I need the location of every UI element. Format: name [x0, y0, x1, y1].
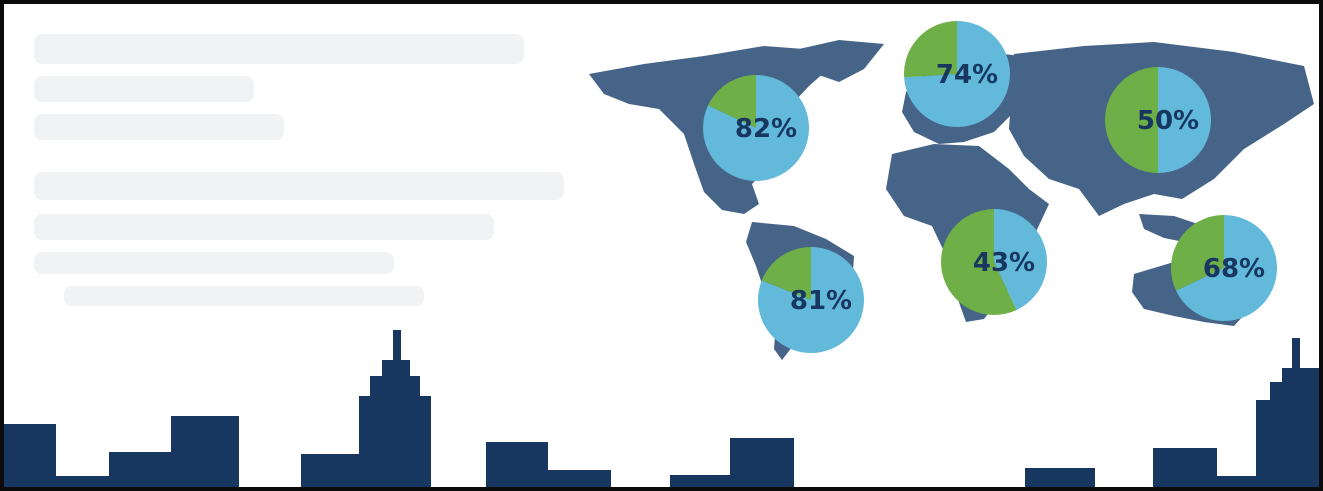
city-skyline [4, 330, 1319, 487]
pie-chart-europe [904, 21, 1010, 127]
pie-value-label: 43% [972, 248, 1036, 278]
skyline-building [301, 454, 361, 487]
faded-text-block [34, 214, 494, 240]
skyline-building [670, 475, 732, 487]
skyline-building [1292, 338, 1300, 370]
skyline-building [1153, 448, 1217, 487]
skyline-building [56, 476, 111, 487]
skyline-building [359, 396, 431, 487]
pie-value-label: 74% [935, 60, 999, 90]
pie-chart-africa [941, 209, 1047, 315]
skyline-building [393, 330, 401, 362]
pie-chart-south-america [758, 247, 864, 353]
pie-value-label: 81% [789, 286, 853, 316]
faded-text-placeholder [34, 34, 564, 306]
skyline-building [1256, 400, 1319, 487]
skyline-building [109, 452, 174, 487]
faded-text-block [34, 172, 564, 200]
skyline-building [1270, 382, 1319, 402]
skyline-building [730, 438, 794, 487]
pie-value-label: 82% [734, 114, 798, 144]
skyline-building [370, 376, 420, 396]
world-map-pie-infographic [4, 4, 1319, 487]
skyline-building [171, 416, 239, 487]
skyline-building [1214, 476, 1259, 487]
pie-value-label: 50% [1136, 106, 1200, 136]
skyline-building [1282, 368, 1319, 384]
faded-text-block [34, 76, 254, 102]
pie-chart-asia [1105, 67, 1211, 173]
skyline-building [1025, 468, 1095, 487]
skyline-building [486, 442, 548, 487]
pie-chart-oceania [1171, 215, 1277, 321]
faded-text-block [34, 34, 524, 64]
pie-chart-north-america [703, 75, 809, 181]
skyline-building [4, 424, 56, 487]
pie-value-label: 68% [1202, 254, 1266, 284]
faded-text-block [64, 286, 424, 306]
faded-text-block [34, 252, 394, 274]
skyline-building [547, 470, 611, 487]
faded-text-block [34, 114, 284, 140]
skyline-building [382, 360, 410, 378]
